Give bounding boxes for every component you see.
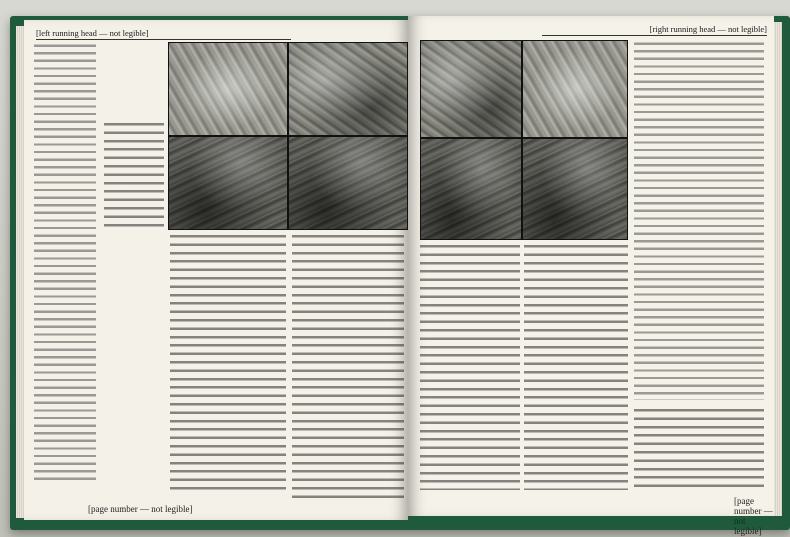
left-page [24,20,408,520]
left-column-1 [104,120,164,230]
right-page [408,16,774,536]
photo-right-middle-left [420,138,522,240]
photo-right-top-left [420,40,522,138]
photo-right-middle-right [522,138,628,240]
right-running-head: [right running head — not legible] [542,24,767,36]
photo-top-left [168,42,288,136]
right-column-3 [634,406,764,490]
left-marginal-captions [34,42,96,482]
left-page-number: [page number — not legible] [88,504,193,514]
right-page-number: [page number — not legible] [734,496,773,536]
left-column-2 [170,232,286,494]
photo-middle-left [168,136,288,230]
photo-top-right [288,42,408,136]
photo-right-top-right [522,40,628,138]
left-running-head: [left running head — not legible] [36,28,291,40]
right-column-1 [420,242,520,490]
right-column-2 [524,242,628,490]
right-marginal-captions [634,40,764,400]
photo-middle-right [288,136,408,230]
left-column-3 [292,232,404,504]
